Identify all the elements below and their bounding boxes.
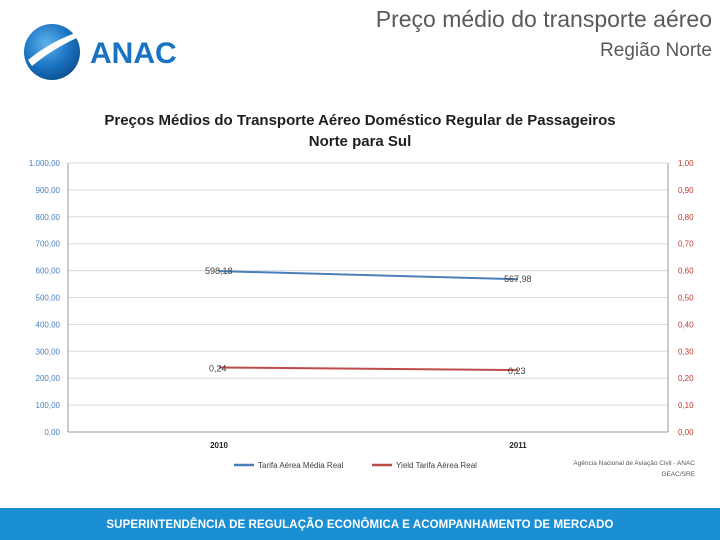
series-line-yield [219,367,518,370]
logo-text: ANAC [90,37,177,70]
data-label-tarifa: 598,18 [205,266,233,277]
anac-logo [22,20,197,84]
footer-bar [0,508,720,540]
y-left-tick-label: 200,00 [35,374,60,384]
chart [0,100,720,490]
y-left-tick-label: 600,00 [35,266,60,276]
y-right-tick-label: 0,80 [678,212,694,222]
airplane-icon [68,22,88,30]
series-line-tarifa [219,271,518,279]
source-note-dept: GEAC/SRE [661,471,695,478]
y-left-tick-label: 800,00 [35,212,60,222]
y-right-tick-label: 0,10 [678,401,694,411]
chart-subtitle: Norte para Sul [308,133,412,150]
footer-text: SUPERINTENDÊNCIA DE REGULAÇÃO ECONÔMICA E ACOMPANHAMENTO DE MERCADO [106,519,614,531]
legend-label-yield: Yield Tarifa Aérea Real [396,461,477,470]
y-left-tick-label: 1.000,00 [28,159,60,168]
chart-title: Preços Médios do Transporte Aéreo Doméstico Regular de Passageiros [104,112,616,129]
y-right-tick-label: 0,30 [678,347,694,357]
data-label-tarifa: 567,98 [504,274,532,285]
y-right-tick-label: 0,70 [678,239,694,249]
page-title: Preço médio do transporte aéreo [375,6,712,32]
y-right-tick-label: 0,20 [678,374,694,384]
x-tick-label: 2011 [509,441,527,450]
y-left-tick-label: 100,00 [35,401,60,411]
y-left-tick-label: 400,00 [35,320,60,330]
source-note: Agência Nacional de Aviação Civil - ANAC [573,460,695,467]
y-right-tick-label: 1,00 [678,159,694,168]
y-left-tick-label: 700,00 [35,239,60,249]
y-left-tick-label: 900,00 [35,185,60,195]
x-tick-label: 2010 [210,441,228,450]
y-left-tick-label: 300,00 [35,347,60,357]
data-label-yield: 0,24 [209,363,227,374]
y-right-tick-label: 0,60 [678,266,694,276]
y-left-tick-label: 0,00 [44,428,60,437]
y-right-tick-label: 0,40 [678,320,694,330]
globe-icon [24,24,80,80]
y-right-tick-label: 0,50 [678,293,694,303]
legend-label-tarifa: Tarifa Aérea Média Real [258,461,344,470]
page-subtitle: Região Norte [600,40,712,61]
y-left-tick-label: 500,00 [35,293,60,303]
data-label-yield: 0,23 [508,366,526,377]
y-right-tick-label: 0,90 [678,185,694,195]
y-right-tick-label: 0,00 [678,428,694,437]
